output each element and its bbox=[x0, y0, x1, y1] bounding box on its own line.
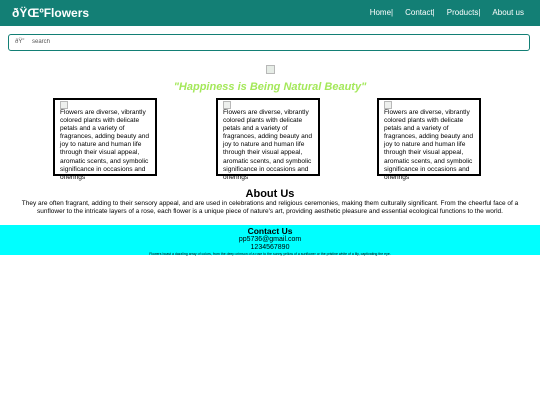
contact-note: Flowers boast a dazzling array of colors, from the deep crimson of a rose to the sunny yellow of a sunflower or the pristine white of a lily, captivating the eye. bbox=[149, 252, 391, 256]
navbar bbox=[0, 0, 540, 26]
about-title: About Us bbox=[245, 188, 295, 200]
card-text: Flowers are diverse, vibrantly colored plants with delicate petals and a variety of fragrances, adding beauty and joy to nature and human life through their visual appeal, aromatic scents, and symbolic significance in occasions and offerings bbox=[384, 109, 474, 181]
hero-image-placeholder bbox=[266, 65, 275, 74]
flower-card bbox=[216, 98, 320, 181]
nav-link-about[interactable]: About us bbox=[492, 8, 524, 17]
flower-card bbox=[377, 98, 481, 181]
card-image-placeholder bbox=[60, 101, 68, 109]
card-image-placeholder bbox=[223, 101, 231, 109]
about-text: They are often fragrant, adding to their sensory appeal, and are used in celebrations and religious ceremonies, making them culturally significant. From the cheerful face of a sunflower to the intricate layers of a rose, each flower is a unique piece of nature's art, providing aesthetic pleasure and essential ecological functions to the world. bbox=[21, 200, 519, 215]
search-bar[interactable] bbox=[8, 34, 530, 51]
flower-card bbox=[53, 98, 157, 181]
card-image-placeholder bbox=[384, 101, 392, 109]
nav-link-contact[interactable]: Contact| bbox=[405, 8, 435, 17]
tagline: "Happiness is Being Natural Beauty" bbox=[173, 81, 367, 93]
contact-section bbox=[0, 225, 540, 255]
search-input[interactable] bbox=[32, 36, 522, 48]
search-icon: ðŸ” bbox=[15, 39, 25, 45]
brand-logo[interactable]: ðŸŒºFlowers bbox=[12, 6, 90, 20]
nav-links bbox=[370, 8, 524, 18]
contact-email: pp5736@gmail.com bbox=[238, 236, 302, 243]
nav-link-home[interactable]: Home| bbox=[369, 8, 394, 17]
contact-phone: 1234567890 bbox=[250, 244, 290, 251]
card-text: Flowers are diverse, vibrantly colored plants with delicate petals and a variety of fragrances, adding beauty and joy to nature and human life through their visual appeal, aromatic scents, and symbolic significance in occasions and offerings bbox=[60, 109, 150, 181]
contact-title: Contact Us bbox=[247, 226, 293, 236]
nav-link-products[interactable]: Products| bbox=[446, 8, 481, 17]
card-text: Flowers are diverse, vibrantly colored plants with delicate petals and a variety of fragrances, adding beauty and joy to nature and human life through their visual appeal, aromatic scents, and symbolic significance in occasions and offerings bbox=[223, 109, 313, 181]
